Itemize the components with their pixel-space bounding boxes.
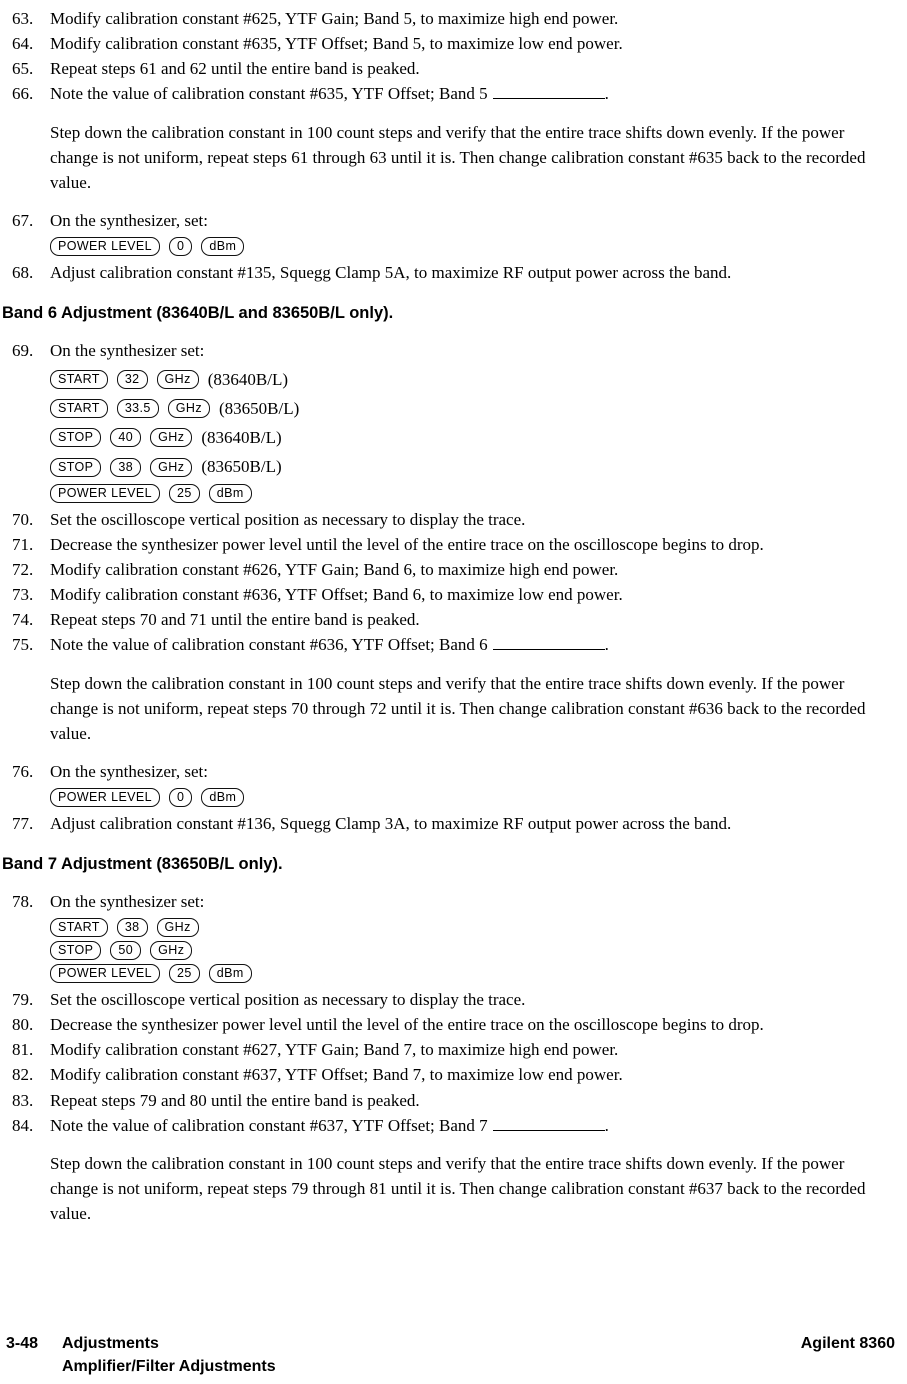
keycap: dBm bbox=[209, 484, 252, 503]
step-number: 78. bbox=[12, 891, 34, 911]
step-text bbox=[50, 81, 895, 106]
keycap: 50 bbox=[110, 941, 141, 960]
keycap: dBm bbox=[201, 788, 244, 807]
step-text bbox=[50, 759, 895, 784]
section-heading: Band 6 Adjustment (83640B/L and 83650B/L only). bbox=[2, 304, 394, 323]
keycap-row bbox=[50, 237, 895, 256]
step-text-content: Adjust calibration constant #136, Squegg Clamp 3A, to maximize RF output power across the band. bbox=[50, 814, 732, 834]
keycap-suffix: (83640B/L) bbox=[201, 428, 282, 448]
step-text bbox=[50, 607, 895, 632]
step-number: 81. bbox=[12, 1040, 34, 1060]
blank-suffix: . bbox=[604, 635, 609, 655]
step-text bbox=[50, 1088, 895, 1113]
keycap: GHz bbox=[157, 918, 199, 937]
step-text-content: On the synthesizer, set: bbox=[50, 762, 208, 781]
keycap: dBm bbox=[209, 964, 252, 983]
step-text bbox=[50, 260, 895, 285]
keycap-row bbox=[50, 425, 895, 450]
step-item bbox=[12, 507, 895, 532]
step-text bbox=[50, 1062, 895, 1087]
keycap: 0 bbox=[169, 237, 192, 256]
keycap: dBm bbox=[201, 237, 244, 256]
step-text-content: Modify calibration constant #626, YTF Gain; Band 6, to maximize high end power. bbox=[50, 559, 619, 579]
step-item bbox=[12, 889, 895, 914]
step-item bbox=[12, 1113, 895, 1138]
note-paragraph: Step down the calibration constant in 100 count steps and verify that the entire trace shifts down evenly. If the power change is not uniform, repeat steps 70 through 72 until it is. Then change calibration constant #636 back to the recorded value. bbox=[50, 673, 866, 743]
step-number: 73. bbox=[12, 585, 34, 605]
step-item bbox=[12, 632, 895, 657]
step-item bbox=[12, 6, 895, 31]
keycap-row bbox=[50, 788, 895, 807]
content bbox=[2, 6, 895, 1226]
step-text-content: Note the value of calibration constant #636, YTF Offset; Band 6 bbox=[50, 635, 488, 655]
step-number: 82. bbox=[12, 1065, 34, 1085]
keycap-suffix: (83650B/L) bbox=[218, 399, 300, 419]
step-item bbox=[12, 338, 895, 363]
step-number: 64. bbox=[12, 34, 34, 54]
keycap: GHz bbox=[157, 370, 199, 389]
step-item bbox=[12, 607, 895, 632]
keycap: POWER LEVEL bbox=[50, 237, 160, 256]
step-number: 68. bbox=[12, 263, 34, 283]
step-text bbox=[50, 56, 895, 81]
note-paragraph: Step down the calibration constant in 100 count steps and verify that the entire trace shifts down evenly. If the power change is not uniform, repeat steps 61 through 63 until it is. Then change calibration constant #635 back to the recorded value. bbox=[50, 122, 866, 192]
step-text-content: Note the value of calibration constant #637, YTF Offset; Band 7 bbox=[50, 1115, 488, 1135]
step-text-content: Modify calibration constant #637, YTF Offset; Band 7, to maximize low end power. bbox=[50, 1065, 623, 1085]
step-text bbox=[50, 1037, 895, 1062]
keycap: START bbox=[50, 918, 108, 937]
keycap-suffix: (83650B/L) bbox=[201, 457, 282, 477]
step-number: 77. bbox=[12, 814, 34, 834]
keycap: 33.5 bbox=[117, 399, 159, 418]
step-number: 67. bbox=[12, 211, 34, 231]
keycap: START bbox=[50, 399, 108, 418]
step-item bbox=[12, 811, 895, 836]
keycap-row bbox=[50, 918, 895, 937]
step-text bbox=[50, 1012, 895, 1037]
page-number: 3-48 bbox=[6, 1334, 39, 1352]
keycap-row bbox=[50, 367, 895, 392]
step-text bbox=[50, 632, 895, 657]
keycap: 32 bbox=[117, 370, 148, 389]
step-item bbox=[12, 1088, 895, 1113]
keycap: 38 bbox=[117, 918, 148, 937]
step-text bbox=[50, 6, 895, 31]
step-text bbox=[50, 582, 895, 607]
step-text-content: Repeat steps 79 and 80 until the entire band is peaked. bbox=[50, 1090, 420, 1110]
step-text bbox=[50, 208, 895, 233]
keycap-suffix: (83640B/L) bbox=[207, 369, 289, 389]
step-text-content: Decrease the synthesizer power level until the level of the entire trace on the oscilloscope begins to drop. bbox=[50, 1015, 764, 1035]
keycap-row bbox=[50, 484, 895, 503]
fill-in-blank-line bbox=[493, 95, 605, 99]
step-text-content: On the synthesizer, set: bbox=[50, 211, 208, 231]
step-text-content: Repeat steps 70 and 71 until the entire band is peaked. bbox=[50, 610, 420, 630]
step-text-content: Repeat steps 61 and 62 until the entire band is peaked. bbox=[50, 59, 420, 79]
keycap-row bbox=[50, 454, 895, 479]
step-item bbox=[12, 1037, 895, 1062]
keycap: GHz bbox=[150, 428, 192, 447]
keycap: STOP bbox=[50, 458, 101, 477]
keycap: POWER LEVEL bbox=[50, 484, 160, 503]
step-item bbox=[12, 532, 895, 557]
step-text-content: Note the value of calibration constant #635, YTF Offset; Band 5 bbox=[50, 84, 488, 104]
step-number: 83. bbox=[12, 1090, 34, 1110]
step-number: 76. bbox=[12, 762, 34, 781]
keycap: POWER LEVEL bbox=[50, 788, 160, 807]
step-item bbox=[12, 208, 895, 233]
footer-section-label: Adjustments bbox=[62, 1334, 159, 1352]
step-number: 70. bbox=[12, 509, 34, 529]
step-text bbox=[50, 532, 895, 557]
keycap-row bbox=[50, 964, 895, 983]
step-number: 71. bbox=[12, 534, 34, 554]
step-number: 65. bbox=[12, 59, 34, 79]
step-text-content: On the synthesizer set: bbox=[50, 891, 205, 911]
keycap: POWER LEVEL bbox=[50, 964, 160, 983]
keycap-row bbox=[50, 941, 895, 960]
page-footer bbox=[6, 1332, 895, 1378]
keycap-row bbox=[50, 396, 895, 421]
step-number: 74. bbox=[12, 610, 34, 630]
step-text bbox=[50, 31, 895, 56]
step-text bbox=[50, 507, 895, 532]
keycap: GHz bbox=[150, 941, 192, 960]
fill-in-blank-line bbox=[493, 1127, 605, 1131]
step-number: 84. bbox=[12, 1115, 34, 1135]
step-number: 75. bbox=[12, 635, 34, 655]
keycap: 25 bbox=[169, 964, 200, 983]
keycap: STOP bbox=[50, 941, 101, 960]
step-text-content: Modify calibration constant #625, YTF Gain; Band 5, to maximize high end power. bbox=[50, 9, 619, 28]
step-text bbox=[50, 811, 895, 836]
step-text bbox=[50, 338, 895, 363]
keycap: 38 bbox=[110, 458, 141, 477]
step-text bbox=[50, 987, 895, 1012]
keycap: 0 bbox=[169, 788, 192, 807]
step-number: 69. bbox=[12, 340, 34, 360]
step-number: 80. bbox=[12, 1015, 34, 1035]
footer-product-name: Agilent 8360 bbox=[800, 1334, 895, 1352]
step-text bbox=[50, 889, 895, 914]
step-item bbox=[12, 260, 895, 285]
step-text-content: Set the oscilloscope vertical position as necessary to display the trace. bbox=[50, 509, 526, 529]
keycap: GHz bbox=[168, 399, 210, 418]
step-item bbox=[12, 557, 895, 582]
step-number: 72. bbox=[12, 559, 34, 579]
step-item bbox=[12, 1012, 895, 1037]
step-text-content: Modify calibration constant #635, YTF Offset; Band 5, to maximize low end power. bbox=[50, 34, 623, 54]
step-number: 66. bbox=[12, 84, 34, 104]
keycap: 40 bbox=[110, 428, 141, 447]
step-item bbox=[12, 81, 895, 106]
step-text-content: Set the oscilloscope vertical position as necessary to display the trace. bbox=[50, 989, 526, 1009]
blank-suffix: . bbox=[604, 1115, 609, 1135]
footer-line-1 bbox=[6, 1332, 895, 1355]
note-paragraph: Step down the calibration constant in 100 count steps and verify that the entire trace shifts down evenly. If the power change is not uniform, repeat steps 79 through 81 until it is. Then change calibration constant #637 back to the recorded value. bbox=[50, 1153, 866, 1224]
keycap: 25 bbox=[169, 484, 200, 503]
step-number: 79. bbox=[12, 989, 34, 1009]
fill-in-blank-line bbox=[493, 646, 605, 650]
footer-subsection-label: Amplifier/Filter Adjustments bbox=[62, 1357, 276, 1375]
step-item bbox=[12, 987, 895, 1012]
step-text-content: On the synthesizer set: bbox=[50, 340, 205, 360]
step-text-content: Modify calibration constant #636, YTF Offset; Band 6, to maximize low end power. bbox=[50, 585, 623, 605]
step-item bbox=[12, 582, 895, 607]
section-heading: Band 7 Adjustment (83650B/L only). bbox=[2, 855, 283, 874]
keycap: START bbox=[50, 370, 108, 389]
keycap: GHz bbox=[150, 458, 192, 477]
step-item bbox=[12, 759, 895, 784]
step-text-content: Modify calibration constant #627, YTF Gain; Band 7, to maximize high end power. bbox=[50, 1040, 619, 1060]
step-number: 63. bbox=[12, 9, 34, 28]
keycap: STOP bbox=[50, 428, 101, 447]
step-item bbox=[12, 31, 895, 56]
step-item bbox=[12, 1062, 895, 1087]
blank-suffix: . bbox=[604, 84, 609, 104]
step-text bbox=[50, 557, 895, 582]
step-text-content: Adjust calibration constant #135, Squegg Clamp 5A, to maximize RF output power across the band. bbox=[50, 263, 732, 283]
step-item bbox=[12, 56, 895, 81]
step-text-content: Decrease the synthesizer power level until the level of the entire trace on the oscilloscope begins to drop. bbox=[50, 534, 764, 554]
step-text bbox=[50, 1113, 895, 1138]
